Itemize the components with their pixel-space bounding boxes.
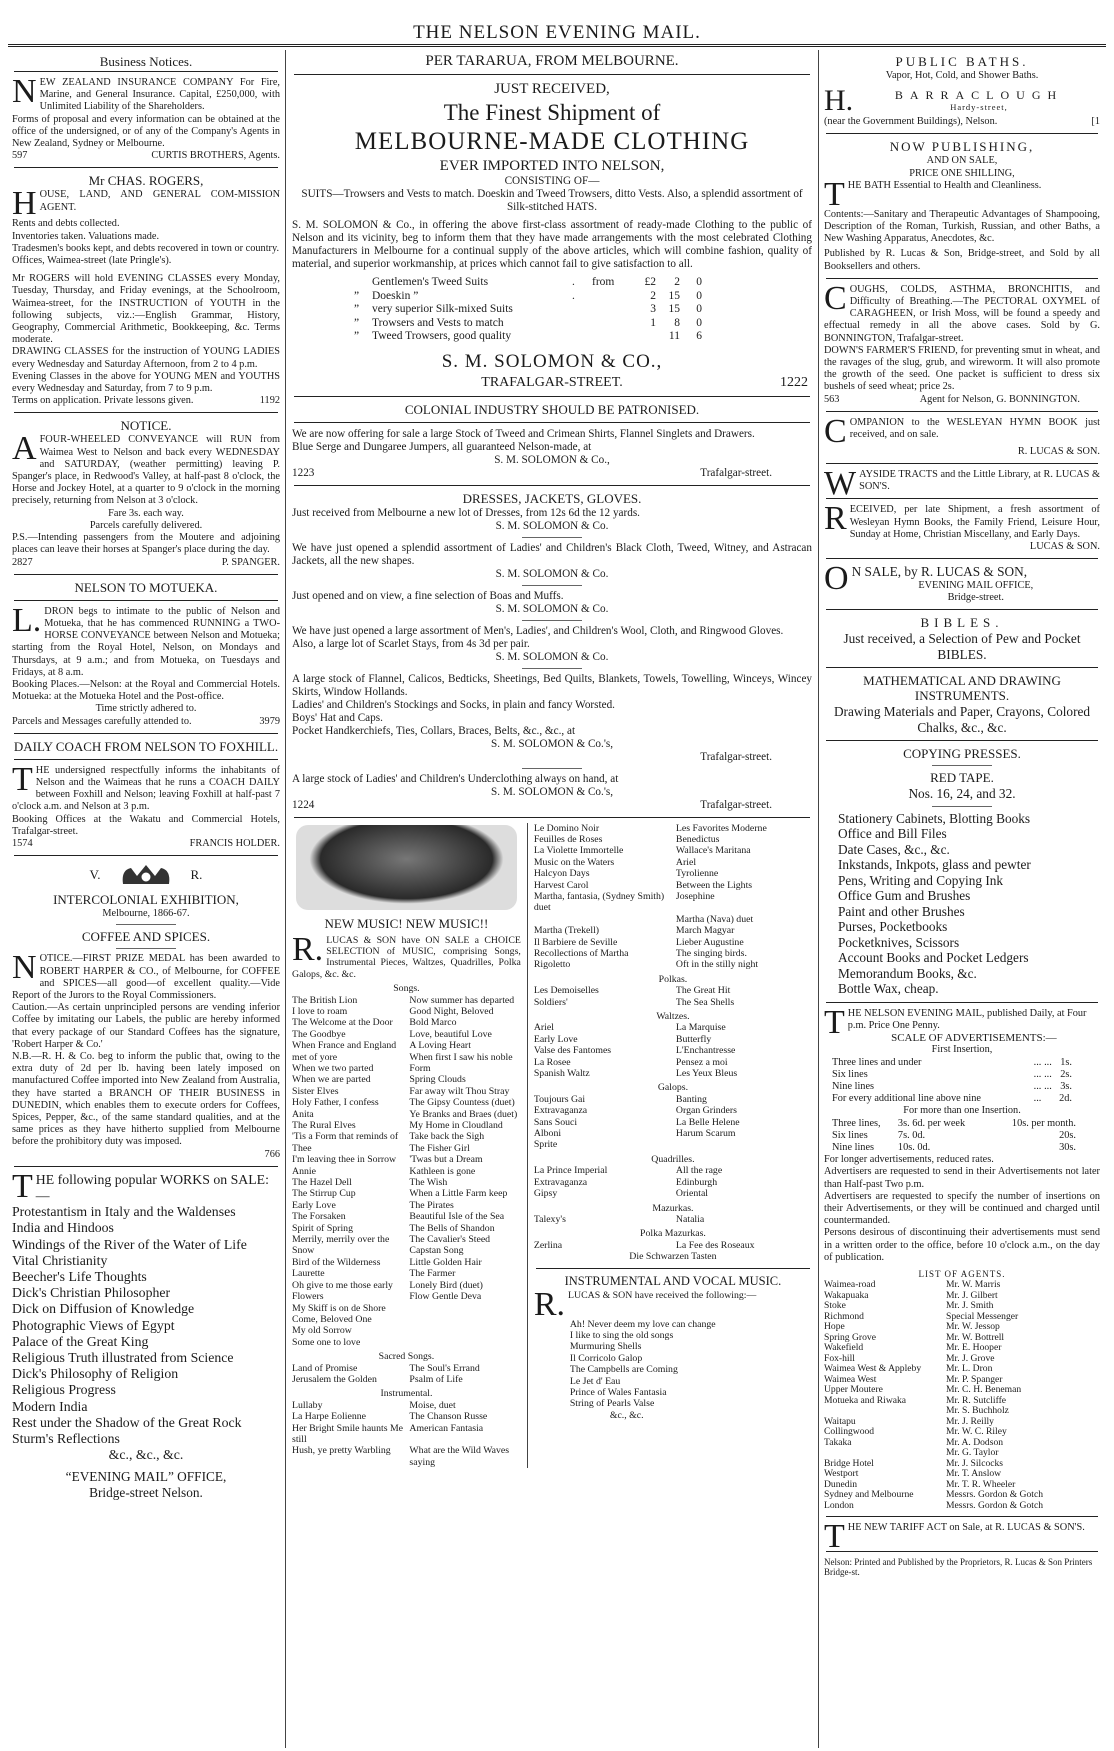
agent-name: Mr. P. Spanger [946,1373,1003,1385]
column-middle: PER TARARUA, FROM MELBOURNE. JUST RECEIVED, The Finest Shipment of MELBOURNE-MADE CLOTHING EVER IMPORTED INTO NELSON, CONSISTING OF— SUITS—Trowsers and Vests to match. Doeskin and Tweed Trowsers, ditto Vests. Also, a splendid assortment of Silk-stitched HATS. S. M. SOLOMON & Co., in offering the above first-class assortment of ready-made Clothing to the public of Nelson and its vicinity, beg to inform them that they have made arrangements with the most celebrated Clothing Manufacturers in Melbourne for a continual supply of the above articles, which will combine fashion, quality of material, and superior workmanship, at prices which cannot fail to give satisfaction to all. Gentlemen's Tweed Suits . from £2 2 0 ” Doeskin ” . 2 15 0 ” very superior Silk-mixed Suits 3 15 0 ” Trowsers and Vests to match 1 8 0 ” Tweed Trowsers, good quality 11 6 S. M. SOLOMON & CO., TRAFALGAR-STREET. 1222 COLONIAL INDUSTRY SHOULD BE PATRONISED. We are now offering for sale a large Stock of Tweed and Crimean Shirts, Flannel Singlets and Drawers. Blue Serge and Dungaree Jumpers, all guaranteed Nelson-made, at S. M. SOLOMON & Co., 1223 Trafalgar-street. DRESSES, JACKETS, GLOVES. Just received from Melbourne a new lot of Dresses, from 12s 6d the 12 yards. S. M. SOLOMON & Co. We have just opened a splendid assortment of Ladies' and Children's Black Cloth, Tweed, Witney, and Astracan Jackets, all the new shapes. S. M. SOLOMON & Co. Just opened and on view, a fine selection of Boas and Muffs. S. M. SOLOMON & Co. We have just opened a large assortment of Men's, Ladies', and Children's Wool, Cloth, and Ringwood Gloves. Also, a large lot of Scarlet Stays, from 4s 3d per pair. S. M. SOLOMON & Co. A large stock of Flannel, Calicos, Bedticks, Sheetings, Bed Quilts, Blankets, Towels, Towelling, Winceys, Wincey Skirts, Window Hollands. Ladies' and Children's Stockings and Socks, in plain and fancy Worsted. Boys' Hat and Caps. Pocket Handkerchiefs, Ties, Collars, Braces, Belts, &c., &c., at S. M. SOLOMON & Co.'s, Trafalgar-street. A large stock of Ladies' and Children's Underclothing always on hand, at S. M. SOLOMON & Co.'s, 1224 Trafalgar-street. NEW MUSIC! NEW MUSIC!! R. LUCAS & SON have ON SALE a CHOICE SELECTION of MUSIC, comprising Songs, Instrumental Pieces, Waltzes, Quadrilles, Polka Galops, &c. &c. Songs. The British Lion I love to roam The Welcome at the Door The Goodbye When France and England met of yore When we two parted When we are parted Sister Elves Holy Father, I confess Anita The Rural Elves 'Tis a Form that reminds of Thee I'm leaving thee in Sorrow Annie The Hazel Dell The Stirrup Cup Early Love The Forsaken Spirit of Spring Merrily, merrily over the Snow Bird of the Wilderness Laurette Oh give to me those early Flowers My Skiff is on de Shore Come, Beloved One My old Sorrow Some one to love Now summer has departed Good Night, Beloved Bold Marco Love, beautiful Love A Loving Heart When first I saw his noble Form Spring Clouds Far away wilt Thou Stray The Gipsy Countess (duet) Ye Branks and Braes (duet) My Home in Cloudland Take back the Sigh The Fisher Girl 'Twas but a Dream Kathleen is gone The Wish When a Little Farm keep The Pirates Beautiful Isle of the Sea The Bells of Shandon The Cavalier's Steed Capstan Song Little Golden Hair The Farmer Lonely Bird (duet) Flow Gentle Deva Sacred Songs. Land of Promise The Soul's Errand Jerusalem the Golden Psalm of Life Instrumental. Lullaby Moise, duet La Harpe Eolienne The Chanson Russe Her Bright Smile haunts Me still American Fantasia Hush, ye pretty Warbling What are the Wild Waves saying Le Domino Noir Les Favorites Moderne Feuilles de Roses Benedictus La Violette Immortelle Wallace's Maritana Music on the Waters Ariel Halcyon Days Tyrolienne Harvest Carol Between the Lights Martha, fantasia, (Sydney Smith) duet Josephine Martha (Nava) duet Martha (Trekell) March Magyar Il Barbiere de Seville Lieber Augustine Recollections of Martha The singing birds. Rigoletto Oft in the stilly night Polkas. Les Demoiselles The Great Hit Soldiers' The Sea Shells Waltzes. Ariel La Marquise Early Love Butterfly Valse des Fantomes L'Enchantresse La Rosee Pensez a moi Spanish Waltz Les Yeux Bleus Galops. Toujours Gai Banting Extravaganza Organ Grinders Sans Souci La Belle Helene Alboni Harum Scarum Sprite Quadrilles. La Prince Imperial All the rage Extravaganza Edinburgh Gipsy Oriental Mazurkas. Talexy's Natalia Polka Mazurkas. Zerlina La Fee des Roseaux Die Schwarzen Tasten INSTRUMENTAL AND VOCAL MUSIC. R. LUCAS & SON have received the following:— Ah! Never deem my love can change I like to sing the old songs Murmuring Shells Il Corricolo Galop The Campbells are Coming Le Jet d' Eau Prince of Wales Fantasia String of Pearls Valse &c., &c. [292,53,812,1468]
agent-name: Mr. R. Sutcliffe [946,1394,1007,1406]
galop-title: Organ Grinders [675,1105,737,1117]
song-title: The Rural Elves [292,1120,356,1131]
agent-name: Mr. J. Reilly [946,1415,994,1427]
song-title: The Wish [409,1177,448,1189]
dresses-heading: DRESSES, JACKETS, GLOVES. [462,490,642,506]
music-piece: Recollections of Martha [533,947,629,959]
price-table: Gentlemen's Tweed Suits . from £2 2 0 ” Doeskin ” . 2 15 0 ” very superior Silk-mixed Suits 3 15 0 ” Trowsers and Vests to match 1 8 0 ” Tweed Trowsers, good quality 11 6 [354,276,702,342]
instrumental-piece: American Fantasia [409,1422,484,1434]
baths-heading: PUBLIC BATHS. [895,54,1029,69]
music-piece: Wallace's Maritana [675,845,751,857]
sacred-song: Land of Promise [292,1362,358,1374]
galop-title: Harum Scarum [675,1128,736,1140]
polka-title: The Great Hit [675,985,731,997]
music-piece [534,914,670,925]
song-title: I'm leaving thee in Sorrow Annie [292,1154,397,1177]
music-illustration [296,825,517,910]
polkas-list [534,985,812,1008]
song-title: The Cavalier's Steed [409,1234,491,1246]
song-title: The Farmer [409,1268,456,1280]
song-title: Bird of the Wilderness [292,1256,381,1268]
tarara-heading: PER TARARUA, FROM MELBOURNE. [425,53,679,69]
mazurka-title: Natalia [675,1213,705,1225]
song-title: Now summer has departed [409,994,515,1006]
music-piece: Harvest Carol [533,879,589,891]
song-title: When we two parted [292,1062,374,1074]
notice-heading: NOTICE. [120,418,172,434]
polka-mazurkas-list [534,1240,812,1251]
song-title: Capstan Song [409,1245,464,1257]
song-title: Come, Beloved One [292,1313,372,1325]
instrumental-list [292,1400,521,1468]
music-piece: Oft in the stilly night [675,959,759,971]
new-music-headline: NEW MUSIC! NEW MUSIC!! [324,915,489,931]
instrumental-piece: The Chanson Russe [409,1411,488,1423]
song-title: Sister Elves [292,1085,339,1097]
instrumental-piece: Moise, duet [409,1399,456,1411]
music-piece: March Magyar [675,925,735,937]
royal-arms: V. R. [12,862,280,888]
song-title: When first I saw his noble Form [409,1051,513,1074]
agent-place: Spring Grove [824,1331,876,1343]
copying-heading: COPYING PRESSES. [903,746,1021,762]
sacred-song: Jerusalem the Golden [292,1373,377,1385]
column-left: Business Notices. NEW ZEALAND INSURANCE COMPANY For Fire, Marine, and General Insurance. Capital, £250,000, with Unlimited Liability of the Shareholders. Forms of proposal and every information can be obtained at the office of the undersigned, or of any of the Company's Agents in New Zealand, Sydney or Melbourne. 597 CURTIS BROTHERS, Agents. Mr CHAS. ROGERS, HOUSE, LAND, AND GENERAL COM-MISSION AGENT. Rents and debts collected. Inventories taken. Valuations made. Tradesmen's books kept, and debts recovered in town or country. Offices, Waimea-street (late Pringle's). Mr ROGERS will hold EVENING CLASSES every Monday, Tuesday, Thursday, and Friday evenings, at the Schoolroom, Waimea-street, for the INSTRUCTION of YOUTH in the following subjects, viz.:—English Grammar, History, Geography, Commercial Arithmetic, Bookkeeping, &c. Terms moderate. DRAWING CLASSES for the instruction of YOUNG LADIES every Wednesday and Saturday Afternoon, from 2 to 4 p.m. Evening Classes in the above for YOUNG MEN and YOUTHS every Wednesday and Saturday, from 7 to 9 p.m. Terms on application. Private lessons given. 1192 NOTICE. AFOUR-WHEELED CONVEYANCE will RUN from Waimea West to Nelson and back every WEDNESDAY and SATURDAY, (weather permitting) leaving P. Spanger's place, in Redwood's Valley, at half-past 8 o'clock, the Horse and Jockey Hotel, at a quarter to 9 o'clock in the morning precisely, returning from Nelson at 3 o'clock. Fare 3s. each way. Parcels carefully delivered. P.S.—Intending passengers from the Moutere and adjoining places can leave their horses at Spanger's place during the day. 2827 P. SPANGER. NELSON TO MOTUEKA. L. DRON begs to intimate to the public of Nelson and Motueka, that he has commenced RUNNING a TWO-HORSE CONVEYANCE between Nelson and Motueka; starting from the Royal Hotel, Nelson, on Mondays and Thursdays, at 9 a.m.; and from Motueka, on Tuesdays and Fridays, at 8 a.m. Booking Places.—Nelson: at the Royal and Commercial Hotels. Motueka: at the Motueka Hotel and the Post-office. Time strictly adhered to. Parcels and Messages carefully attended to. 3979 DAILY COACH FROM NELSON TO FOXHILL. THE undersigned respectfully informs the inhabitants of Nelson and the Waimeas that he runs a COACH DAILY between Foxhill and Nelson; leaving Foxhill at half-past 7 o'clock a.m. and Nelson at 3 p.m. Booking Offices at the Wakatu and Commercial Hotels, Trafalgar-street. 1574 FRANCIS HOLDER. V. R. INTERCOLONIAL EXHIBITION, Melbourne, 1866-67. COFFEE AND SPICES. NOTICE.—FIRST PRIZE MEDAL has been awarded to ROBERT HARPER & CO., of Melbourne, for COFFEE and SPICES—all good—of excellent quality.—Vide Report of the Jurors to the Royal Commissioners. Caution.—As certain unprincipled persons are vending inferior Coffee by imitating our Labels, the public are hereby informed that every package of our Standard Coffees has the signature, 'Robert Harper & Co.' N.B.—R. H. & Co. beg to inform the public that, owing to the extra duty of 2d per lb. having been lately imposed on manufactured Coffee imported into New Zealand from Australia, they have started a BRANCH OF THEIR BUSINESS in DUNEDIN, which enables them to execute orders for Coffees, Spices, Pepper, &c., of the same standard qualities, and at the same prices as they have hitherto supplied from Melbourne before the prohibitory duty was imposed. 766 THE following popular WORKS on SALE:— Protestantism in Italy and the Waldenses India and Hindoos Windings of the River of the Water of Life Vital Christianity Beecher's Life Thoughts Dick's Christian Philosopher Dick on Diffusion of Knowledge Photographic Views of Egypt Palace of the Great King Religious Truth illustrated from Science Dick's Philosophy of Religion Religious Progress Modern India Rest under the Shadow of the Great Rock Sturm's Reflections &c., &c., &c. “EVENING MAIL” OFFICE, Bridge-street Nelson. [12,54,280,1500]
song-title: Lonely Bird (duet) [409,1279,483,1291]
galops-list [534,1094,812,1151]
music-piece: Martha, fantasia, (Sydney Smith) duet [533,890,665,914]
sacred-song: The Soul's Errand [409,1362,480,1374]
agent-name: Mr. L. Dron [946,1363,993,1375]
agent-place: Waimea West & Appleby [824,1363,922,1375]
agent-place: Fox-hill [824,1352,855,1364]
music-piece: Benedictus [675,833,720,845]
agent-place: Hope [824,1321,845,1333]
song-title: Beautiful Isle of the Sea [409,1211,505,1223]
agent-name: Special Messenger [946,1310,1019,1322]
rates-table-first: Three lines and under ... ... 1s. Six lines ... ... 2s. Nine lines ... ... 3s. For every additional line above nine ... 2d. [832,1056,1072,1105]
masthead-rule [8,44,1106,47]
polka-mazurka-title: Zerlina [533,1239,563,1251]
song-title: Oh give to me those early Flowers [292,1279,393,1303]
agents-list [824,1280,1100,1511]
polka-title: Les Demoiselles [533,985,599,997]
quadrille-title: Oriental [675,1188,709,1200]
agent-name: Mr. A. Dodson [946,1436,1004,1448]
column-right: PUBLIC BATHS. Vapor, Hot, Cold, and Shower Baths. H. BARRACLOUGH Hardy-street, (near the Government Buildings), Nelson. [1 NOW PUBLISHING, AND ON SALE, PRICE ONE SHILLING, THE BATH Essential to Health and Cleanliness. Contents:—Sanitary and Therapeutic Advantages of Shampooing, Description of the Roman, Turkish, Russian, and other Baths, a New Washing Apparatus, Anecdotes, &c. Published by R. Lucas & Son, Bridge-street, and Sold by all Booksellers and others. COUGHS, COLDS, ASTHMA, BRONCHITIS, and Difficulty of Breathing.—The PECTORAL OXYMEL of CARAGHEEN, or Irish Moss, will be found a speedy and effectual remedy in all the above cases. Sold by G. BONNINGTON, Trafalgar-street. DOWN'S FARMER'S FRIEND, for preventing smut in wheat, and the ravages of the slug, grub, and wireworm. It will also promote the growth of the seed. One packet is sufficient to dress six bushels of seed wheat; price 2s. 563 Agent for Nelson, G. BONNINGTON. COMPANION to the WESLEYAN HYMN BOOK just received, and on sale. R. LUCAS & SON. WAYSIDE TRACTS and the Little Library, at R. LUCAS & SON'S. RECEIVED, per late Shipment, a fresh assortment of Wesleyan Hymn Books, the Family Friend, Leisure Hour, Sunday at Home, Christian Miscellany, and Early Days. LUCAS & SON. O N SALE, by R. LUCAS & SON, EVENING MAIL OFFICE, Bridge-street. BIBLES. Just received, a Selection of Pew and Pocket BIBLES. MATHEMATICAL AND DRAWING INSTRUMENTS. Drawing Materials and Paper, Crayons, Colored Chalks, &c., &c. COPYING PRESSES. RED TAPE. Nos. 16, 24, and 32. Stationery Cabinets, Blotting Books Office and Bill Files Date Cases, &c., &c. Inkstands, Inkpots, glass and pewter Pens, Writing and Copying Ink Office Gum and Brushes Paint and other Brushes Purses, Pocketbooks Pocketknives, Scissors Account Books and Pocket Ledgers Memorandum Books, &c. Bottle Wax, cheap. THE NELSON EVENING MAIL, published Daily, at Four p.m. Price One Penny. SCALE OF ADVERTISEMENTS:— First Insertion, Three lines and under ... ... 1s. Six lines ... ... 2s. Nine lines ... ... 3s. For every additional line above nine ... 2d. For more than one Insertion. Three lines, 3s. 6d. per week 10s. per month. Six lines 7s. 0d. 20s. Nine lines 10s. 0d. 30s. For longer advertisements, reduced rates. Advertisers are requested to send in their Advertisements not later than Half-past Two p.m. Advertisers are requested to specify the number of insertions on their Advertisements, or they will be continued and charged until countermanded. Persons desirous of discontinuing their advertisements must send in a written order to the office, before 10 o'clock a.m., on the day of publication. LIST OF AGENTS. Waimea-road Mr. W. Marris Wakapuaka Mr. J. Gilbert Stoke Mr. J. Smith Richmond Special Messenger Hope Mr. W. Jessop Spring Grove Mr. W. Bottrell Wakefield Mr. E. Hooper Fox-hill Mr. J. Grove Waimea West & Appleby Mr. L. Dron Waimea West Mr. P. Spanger Upper Moutere Mr. C. H. Beneman Motueka and Riwaka Mr. R. Sutcliffe Mr. S. Buchholz Waitapu Mr. J. Reilly Collingwood Mr. W. C. Riley Takaka Mr. A. Dodson Mr. G. Taylor Bridge Hotel Mr. J. Silcocks Westport Mr. T. Anslow Dunedin Mr. T. R. Wheeler Sydney and Melbourne Messrs. Gordon & Gotch London Messrs. Gordon & Gotch THE NEW TARIFF ACT on Sale, at R. LUCAS & SON'S. Nelson: Printed and Published by the Proprietors, R. Lucas & Son Printers Bridge-st. [824,54,1100,1578]
galop-title: Sprite [533,1139,558,1151]
bibles-heading: BIBLES. [920,615,1004,631]
song-title: Flow Gentle Deva [409,1291,482,1303]
agent-name: Mr. G. Taylor [946,1447,999,1459]
music-piece: Rigoletto [533,959,571,971]
agent-place: Takaka [824,1436,852,1448]
agent-place: Stoke [824,1300,846,1312]
agent-row [824,1501,1100,1512]
column-rule [818,50,819,1748]
song-title: The Forsaken [292,1211,346,1223]
polka-mazurka-title: La Fee des Roseaux [675,1239,755,1251]
agent-name: Mr. W. C. Riley [946,1426,1007,1438]
waltz-title: Ariel [533,1022,554,1034]
agent-place: Waimea West [824,1373,877,1385]
galop-title: Sans Souci [533,1116,578,1128]
agent-name: Mr. J. Smith [946,1300,994,1312]
song-title: When a Little Farm keep [409,1188,508,1200]
song-title: 'Twas but a Dream [409,1154,483,1166]
music-section: NEW MUSIC! NEW MUSIC!! R. LUCAS & SON have ON SALE a CHOICE SELECTION of MUSIC, comprising Songs, Instrumental Pieces, Waltzes, Quadrilles, Polka Galops, &c. &c. Songs. The British Lion I love to roam The Welcome at the Door The Goodbye When France and England met of yore When we two parted When we are parted Sister Elves Holy Father, I confess Anita The Rural Elves 'Tis a Form that reminds of Thee I'm leaving thee in Sorrow Annie The Hazel Dell The Stirrup Cup Early Love The Forsaken Spirit of Spring Merrily, merrily over the Snow Bird of the Wilderness Laurette Oh give to me those early Flowers My Skiff is on de Shore Come, Beloved One My old Sorrow Some one to love Now summer has departed Good Night, Beloved Bold Marco Love, beautiful Love A Loving Heart When first I saw his noble Form Spring Clouds Far away wilt Thou Stray The Gipsy Countess (duet) Ye Branks and Braes (duet) My Home in Cloudland Take back the Sigh The Fisher Girl 'Twas but a Dream Kathleen is gone The Wish When a Little Farm keep The Pirates Beautiful Isle of the Sea The Bells of Shandon The Cavalier's Steed Capstan Song Little Golden Hair The Farmer Lonely Bird (duet) Flow Gentle Deva Sacred Songs. Land of Promise The Soul's Errand Jerusalem the Golden Psalm of Life Instrumental. Lullaby Moise, duet La Harpe Eolienne The Chanson Russe Her Bright Smile haunts Me still American Fantasia Hush, ye pretty Warbling What are the Wild Waves saying Le Domino Noir Les Favorites Moderne Feuilles de Roses Benedictus La Violette Immortelle Wallace's Maritana Music on the Waters Ariel Halcyon Days Tyrolienne Harvest Carol Between the Lights Martha, fantasia, (Sydney Smith) duet Josephine Martha (Nava) duet Martha (Trekell) March Magyar Il Barbiere de Seville Lieber Augustine Recollections of Martha The singing birds. Rigoletto Oft in the stilly night Polkas. Les Demoiselles The Great Hit Soldiers' The Sea Shells Waltzes. Ariel La Marquise Early Love Butterfly Valse des Fantomes L'Enchantresse La Rosee Pensez a moi Spanish Waltz Les Yeux Bleus Galops. Toujours Gai Banting Extravaganza Organ Grinders Sans Souci La Belle Helene Alboni Harum Scarum Sprite Quadrilles. La Prince Imperial All the rage Extravaganza Edinburgh Gipsy Oriental Mazurkas. Talexy's Natalia Polka Mazurkas. Zerlina La Fee des Roseaux Die Schwarzen Tasten INSTRUMENTAL AND VOCAL MUSIC. R. LUCAS & SON have received the following:— Ah! Never deem my love can change I like to sing the old songs Murmuring Shells Il Corricolo Galop The Campbells are Coming Le Jet d' Eau Prince of Wales Fantasia String of Pearls Valse &c., &c. [292,823,812,1469]
music-piece: Lieber Augustine [675,936,744,948]
agent-name: Mr. C. H. Beneman [946,1384,1022,1396]
quadrilles-list [534,1165,812,1199]
instrumental-piece: La Harpe Eolienne [292,1411,366,1423]
agent-place: London [824,1499,854,1511]
song-title: My Skiff is on de Shore [292,1302,386,1314]
song-title: Anita [292,1108,314,1120]
waltz-title: Valse des Fantomes [533,1045,612,1057]
quadrille-title: Edinburgh [675,1176,718,1188]
sacred-songs-list [292,1363,521,1386]
quadrille-title: Extravaganza [533,1176,588,1188]
agent-name: Mr. W. Marris [946,1279,1001,1291]
publishing-heading: NOW PUBLISHING, [889,139,1035,155]
agent-place: Upper Moutere [824,1384,883,1396]
music-piece: Le Domino Noir [533,822,600,834]
coffee-heading: COFFEE AND SPICES. [81,929,211,945]
column-rule [285,50,286,1748]
waltz-title: La Marquise [675,1022,726,1034]
song-title: Kathleen is gone [409,1165,476,1177]
works-ad: THE following popular WORKS on SALE:— [12,1167,269,1205]
polka-title: Soldiers' [533,996,568,1008]
music-piece: Les Favorites Moderne [675,822,767,834]
song-title: Love, beautiful Love [409,1028,492,1040]
agent-name: Mr. W. Jessop [946,1321,1000,1333]
instrumental-piece: Hush, ye pretty Warbling [292,1445,391,1457]
song-title: Little Golden Hair [409,1256,482,1268]
song-title: The Bells of Shandon [409,1222,495,1234]
agent-name: Mr. S. Buchholz [946,1405,1009,1417]
song-title: Take back the Sigh [409,1131,485,1143]
song-title: Bold Marco [409,1017,457,1029]
motueka-heading: NELSON TO MOTUEKA. [74,579,218,595]
instrumental-piece: Lullaby [292,1399,323,1411]
waltz-title: Early Love [533,1033,578,1045]
agent-name: Messrs. Gordon & Gotch [946,1489,1043,1501]
music-piece: La Violette Immortelle [533,845,624,857]
agent-place: Sydney and Melbourne [824,1489,914,1501]
song-title: The Fisher Girl [409,1142,470,1154]
agent-place: Collingwood [824,1426,875,1438]
galop-title: Toujours Gai [533,1093,586,1105]
agent-place: Dunedin [824,1478,858,1490]
waltz-title: Les Yeux Bleus [675,1068,738,1080]
math-heading: MATHEMATICAL AND DRAWING INSTRUMENTS. [863,673,1061,704]
mazurka-title: Talexy's [533,1213,566,1225]
music-piece: The singing birds. [675,947,747,959]
music-piece: Tyrolienne [675,868,719,880]
song-title: When we are parted [292,1074,371,1086]
rogers-heading: Mr CHAS. ROGERS, [88,173,204,189]
agent-name: Mr. E. Hooper [946,1342,1002,1354]
music-piece: Feuilles de Roses [533,833,603,845]
music-piece: Martha (Nava) duet [675,913,754,925]
exhibition-title: INTERCOLONIAL EXHIBITION, [53,892,239,908]
galop-title: La Belle Helene [675,1116,740,1128]
galop-title: Extravaganza [533,1105,588,1117]
quadrille-title: Gipsy [533,1188,558,1200]
song-title: When France and England met of yore [292,1040,397,1063]
masthead: THE NELSON EVENING MAIL. [413,22,701,43]
imprint: Nelson: Printed and Published by the Proprietors, R. Lucas & Son Printers Bridge-st. [824,1557,1093,1578]
music-piece: Halcyon Days [533,868,590,880]
business-notices-heading: Business Notices. [99,54,193,69]
agent-name: Mr. J. Gilbert [946,1289,998,1301]
agent-name: Mr. T. Anslow [946,1468,1002,1480]
red-tape-heading: RED TAPE. [930,770,994,786]
instrumental-piece: Her Bright Smile haunts Me still [292,1422,404,1445]
quadrille-title: All the rage [675,1165,723,1177]
vocal-list: Ah! Never deem my love can change I like to sing the old songs Murmuring Shells Il Corricolo Galop The Campbells are Coming Le Jet d' Eau Prince of Wales Fantasia String of Pearls Valse &c., &c. [569,1318,716,1421]
agent-name: Mr. T. R. Wheeler [946,1478,1016,1490]
song-title: 'Tis a Form that reminds of Thee [292,1131,399,1154]
agent-name: Mr. J. Silcocks [946,1457,1004,1469]
agent-place: Richmond [824,1310,864,1322]
waltz-title: Pensez a moi [675,1056,728,1068]
song-title: The Pirates [409,1199,454,1211]
instrumental-piece: What are the Wild Waves saying [409,1445,510,1468]
colonial-heading: COLONIAL INDUSTRY SHOULD BE PATRONISED. [404,401,700,417]
song-title: Laurette [292,1268,325,1280]
song-title: The Welcome at the Door [292,1017,393,1029]
song-title: My Home in Cloudland [409,1120,503,1131]
song-title: Ye Branks and Braes (duet) [409,1108,518,1120]
songs-list [292,995,521,1349]
music-piece: Martha (Trekell) [533,925,600,937]
agent-name: Mr. W. Bottrell [946,1331,1005,1343]
coat-of-arms-icon [117,862,175,888]
song-title: Holy Father, I confess [292,1097,379,1109]
agent-name: Messrs. Gordon & Gotch [946,1499,1043,1511]
agent-place: Westport [824,1468,859,1480]
song-title: The Goodbye [292,1028,346,1040]
coach-heading: DAILY COACH FROM NELSON TO FOXHILL. [13,738,279,754]
song-title: Good Night, Beloved [409,1005,494,1017]
agent-place: Wakefield [824,1342,864,1354]
quadrille-title: La Prince Imperial [533,1165,608,1177]
waltz-title: La Rosee [533,1056,571,1068]
insurance-ad: NEW ZEALAND INSURANCE COMPANY For Fire, Marine, and General Insurance. Capital, £250,000, with Unlimited Liability of the Shareholders. [12,73,280,113]
agent-place: Motueka and Riwaka [824,1394,907,1406]
agent-name: Mr. J. Grove [946,1352,995,1364]
song-title: The Gipsy Countess (duet) [409,1097,515,1109]
waltz-title: Spanish Waltz [533,1068,590,1080]
song-title: Far away wilt Thou Stray [409,1085,510,1097]
vocal-heading: INSTRUMENTAL AND VOCAL MUSIC. [564,1273,782,1288]
music-piece: Between the Lights [675,879,753,891]
song-title: The British Lion [292,994,358,1006]
polka-title: The Sea Shells [675,996,735,1008]
song-title: My old Sorrow [292,1325,352,1337]
music-piece: Josephine [675,890,715,902]
rates-table-more: Three lines, 3s. 6d. per week 10s. per month. Six lines 7s. 0d. 20s. Nine lines 10s. 0d. 30s. [832,1117,1076,1153]
galop-title: Alboni [533,1128,562,1140]
mazurkas-list [534,1214,812,1225]
waltz-title: Butterfly [675,1033,712,1045]
song-title: Merrily, merrily over the Snow [292,1234,390,1257]
agent-place: Waitapu [824,1415,856,1427]
waltzes-list [534,1022,812,1079]
agent-place: Waimea-road [824,1279,876,1291]
agent-place: Bridge Hotel [824,1457,874,1469]
song-title: Some one to love [292,1336,361,1348]
song-title: Early Love [292,1199,336,1211]
tariff-ad: THE NEW TARIFF ACT on Sale, at R. LUCAS & SON'S. [824,1518,1085,1556]
stationery-list: Stationery Cabinets, Blotting Books Office and Bill Files Date Cases, &c., &c. Inkstands, Inkpots, glass and pewter Pens, Writing and Copying Ink Office Gum and Brushes Paint and other Brushes Purses, Pocketbooks Pocketknives, Scissors Account Books and Pocket Ledgers Memorandum Books, &c. Bottle Wax, cheap. [838,810,1031,997]
song-title: The Hazel Dell [292,1177,352,1189]
waltz-title: L'Enchantresse [675,1045,736,1057]
music-piece: Ariel [675,856,697,868]
galop-title: Banting [675,1093,707,1105]
song-title: Spirit of Spring [292,1222,353,1234]
agent-place: Wakapuaka [824,1289,869,1301]
works-list: Protestantism in Italy and the Waldenses India and Hindoos Windings of the River of the Water of Life Vital Christianity Beecher's Life Thoughts Dick's Christian Philosopher Dick on Diffusion of Knowledge Photographic Views of Egypt Palace of the Great King Religious Truth illustrated from Science Dick's Philosophy of Religion Religious Progress Modern India Rest under the Shadow of the Great Rock Sturm's Reflections &c., &c., &c. [12,1204,247,1463]
song-title: The Stirrup Cup [292,1188,356,1200]
song-title: Spring Clouds [409,1074,466,1086]
galop-title [676,1139,812,1150]
music-piece: Il Barbiere de Seville [533,936,618,948]
song-title: A Loving Heart [409,1040,471,1052]
pieces-list [534,823,812,971]
song-title: I love to roam [292,1005,348,1017]
mail-ad: THE NELSON EVENING MAIL, published Daily, at Four p.m. Price One Penny. [824,1003,1087,1041]
coughs-ad: COUGHS, COLDS, ASTHMA, BRONCHITIS, and Difficulty of Breathing.—The PECTORAL OXYMEL of CARAGHEEN, or Irish Moss, will be found a speedy and effectual remedy in all the above cases. Sold by G. BONNINGTON, Trafalgar-street. [824,279,1100,344]
sacred-song: Psalm of Life [409,1373,463,1385]
music-piece: Music on the Waters [533,856,615,868]
